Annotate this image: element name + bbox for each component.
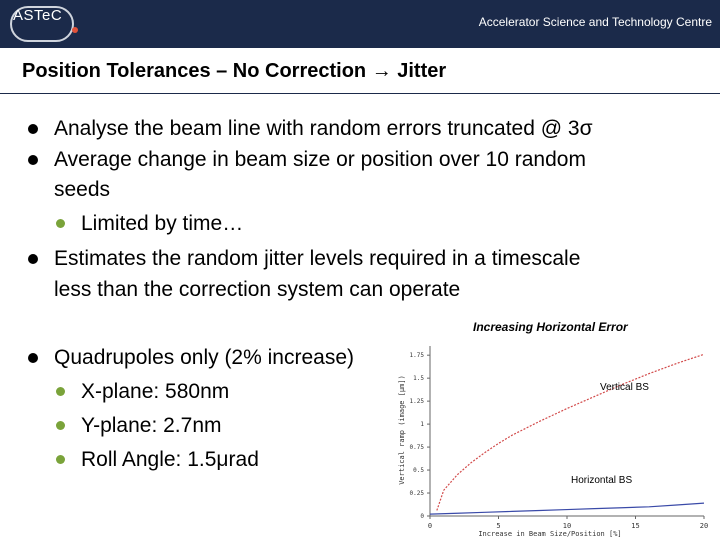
sub-bullet-icon [56,387,65,396]
grid-lines [427,355,704,519]
x-tick-label: 15 [631,522,640,530]
bullet-text: seeds [54,178,111,201]
y-tick-label: 1.75 [409,352,424,360]
slide-title: Position Tolerances – No Correction → Jitter [22,60,447,82]
annotations [571,382,649,486]
x-tick-label: 20 [699,522,709,530]
y-tick-label: 0.25 [409,490,424,498]
x-tick-label: 10 [562,522,572,530]
y-tick-label: 0.75 [409,444,424,452]
bullet-text: Average change in beam size or position over 10 random [54,148,586,171]
series-label: Horizontal BS [571,475,633,486]
y-tick-label: 1 [420,421,424,429]
logo-dot-icon [72,27,78,33]
centre-name: Accelerator Science and Technology Centre [478,15,712,29]
series-line [430,503,704,514]
bullet-text: Analyse the beam line with random errors truncated @ 3σ [54,117,593,140]
beam-size-chart [368,340,712,540]
y-tick-label: 1.25 [409,398,424,406]
y-tick-label: 0.5 [413,467,424,475]
axes [430,346,704,516]
y-tick-label: 1.5 [413,375,424,383]
x-tick-label: 5 [496,522,501,530]
chart-caption: Increasing Horizontal Error [473,320,628,334]
sub-bullet-icon [56,455,65,464]
bullet-icon [28,254,38,264]
sub-bullet-text: Y-plane: 2.7nm [81,414,222,437]
y-axis-label: Vertical ramp (image [μm]) [398,375,406,485]
y-tick-label: 0 [420,513,424,520]
sub-bullet-text: Roll Angle: 1.5μrad [81,448,259,471]
title-rule [0,93,720,94]
bullet-text: less than the correction system can operate [54,278,461,301]
series-line [437,354,704,510]
x-axis-label: Increase in Beam Size/Position [%] [478,530,622,538]
bullet-icon [28,353,38,363]
series-lines [430,354,704,514]
sub-bullet-text: X-plane: 580nm [81,380,230,403]
bullet-text: Estimates the random jitter levels required in a timescale [54,247,581,270]
sub-bullet-icon [56,219,65,228]
sub-bullet-icon [56,421,65,430]
bullet-icon [28,124,38,134]
logo-text: ASTeC [13,7,63,24]
bullet-icon [28,155,38,165]
tick-labels [410,352,709,530]
series-label: Vertical BS [600,382,649,393]
bullet-text: Quadrupoles only (2% increase) [54,346,354,369]
x-tick-label: 0 [427,522,433,530]
sub-bullet-text: Limited by time… [81,212,244,235]
